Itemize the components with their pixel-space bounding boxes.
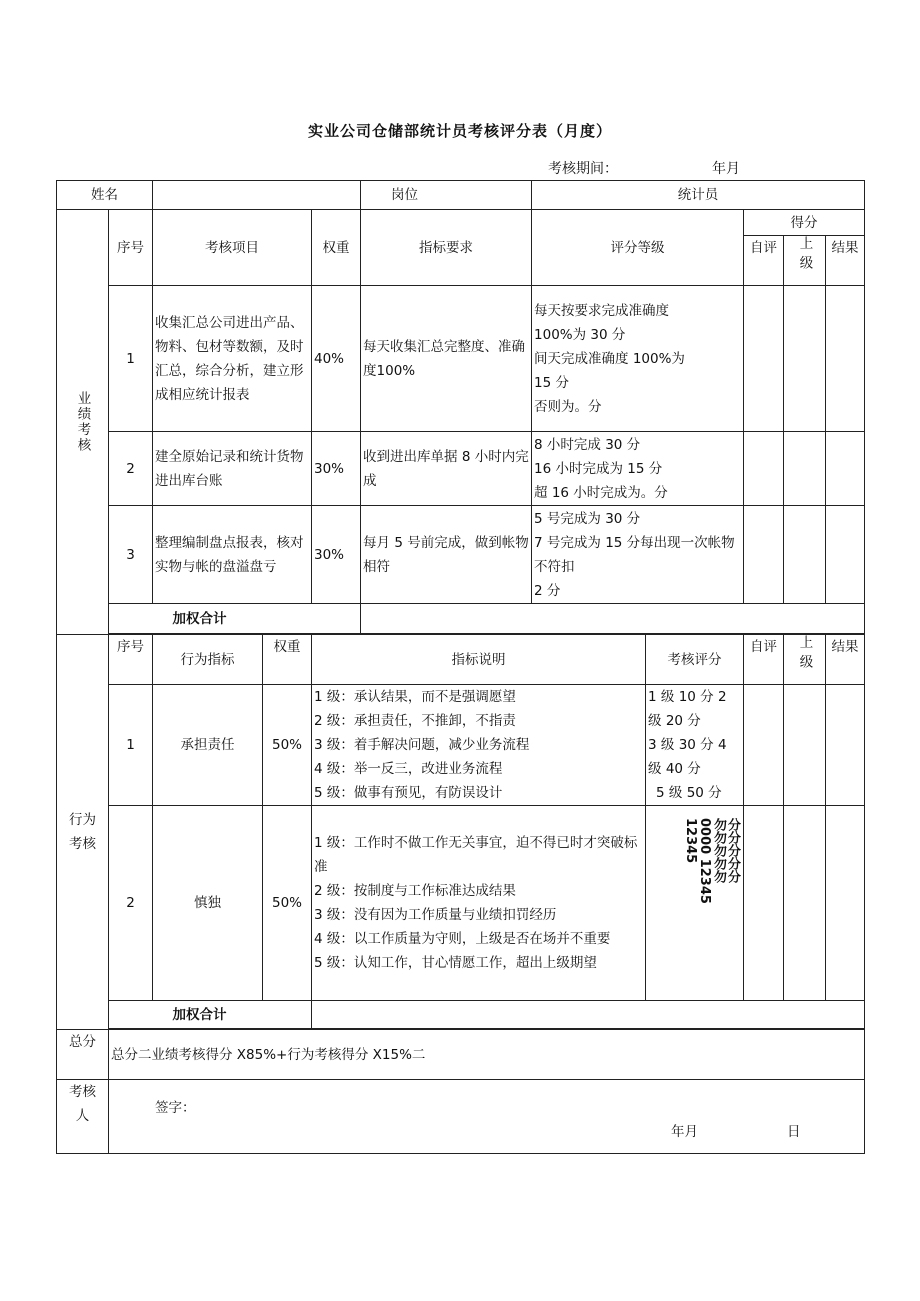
behav-row-sup[interactable] <box>784 685 826 806</box>
period-line <box>548 158 740 178</box>
perf-row-weight: 30% <box>312 432 361 506</box>
perf-sum-row <box>57 604 865 634</box>
behav-header-item: 行为指标 <box>153 635 263 685</box>
perf-row-result[interactable] <box>826 506 865 604</box>
perf-section-label: 业绩考核 <box>57 210 109 635</box>
perf-row-item: 整理编制盘点报表，核对实物与帐的盘溢盘亏 <box>153 506 312 604</box>
perf-row-2 <box>57 432 865 506</box>
perf-row-1 <box>57 286 865 432</box>
perf-row-self[interactable] <box>744 286 784 432</box>
perf-header-grade: 评分等级 <box>532 210 744 286</box>
behav-row-item: 承担责任 <box>153 685 263 806</box>
behav-row-item: 慎独 <box>153 806 263 1001</box>
total-formula: 总分二业绩考核得分 X85%+行为考核得分 X15%二 <box>109 1030 865 1080</box>
perf-header-weight: 权重 <box>312 210 361 286</box>
behav-row-eval: 分分分分分 勿勿勿勿勿 0000 12345 12345 <box>646 806 744 1001</box>
perf-sum-value[interactable] <box>361 604 865 634</box>
total-label: 总分 <box>57 1030 109 1080</box>
behav-header-desc: 指标说明 <box>312 635 646 685</box>
perf-header-no: 序号 <box>109 210 153 286</box>
perf-row-3 <box>57 506 865 604</box>
perf-header-item: 考核项目 <box>153 210 312 286</box>
behav-header-no: 序号 <box>109 635 153 685</box>
behav-header-weight: 权重 <box>263 635 312 685</box>
perf-header-score: 得分 <box>744 210 865 236</box>
perf-header-self: 自评 <box>744 236 784 286</box>
perf-row-self[interactable] <box>744 432 784 506</box>
perf-row-item: 收集汇总公司进出产品、物料、包材等数额，及时汇总，综合分析，建立形成相应统计报表 <box>153 286 312 432</box>
perf-header-result: 结果 <box>826 236 865 286</box>
name-field[interactable] <box>153 181 361 210</box>
behav-header-eval: 考核评分 <box>646 635 744 685</box>
behav-row-self[interactable] <box>744 685 784 806</box>
assessment-table <box>56 180 865 1154</box>
position-label: 岗位 <box>361 181 532 210</box>
period-label: 考核期间： <box>548 161 618 177</box>
behav-row-self[interactable] <box>744 806 784 1001</box>
info-row <box>57 181 865 210</box>
perf-row-no: 1 <box>109 286 153 432</box>
perf-header-sup: 上级 <box>784 236 826 286</box>
perf-row-grade: 每天按要求完成准确度 100%为 30 分 间天完成准确度 100%为 15 分 否则为。分 <box>532 286 744 432</box>
signature-cell[interactable] <box>109 1080 865 1154</box>
period-ym: 年月 <box>712 161 740 177</box>
behav-sum-row <box>57 1001 865 1029</box>
behav-header-sup: 上级 <box>784 635 826 685</box>
perf-sum-label: 加权合计 <box>153 604 361 634</box>
assessor-row <box>57 1080 865 1154</box>
assessor-label: 考核人 <box>57 1080 109 1154</box>
date-d: 日 <box>787 1124 801 1140</box>
page-title: 实业公司仓储部统计员考核评分表（月度） <box>307 122 612 140</box>
perf-row-weight: 40% <box>312 286 361 432</box>
perf-row-result[interactable] <box>826 432 865 506</box>
name-label: 姓名 <box>57 181 153 210</box>
behav-row-sup[interactable] <box>784 806 826 1001</box>
behav-header-result: 结果 <box>826 635 865 685</box>
position-value: 统计员 <box>532 181 865 210</box>
perf-row-weight: 30% <box>312 506 361 604</box>
behav-row-no: 2 <box>109 806 153 1001</box>
behav-row-eval: 1 级 10 分 2 级 20 分 3 级 30 分 4 级 40 分 5 级 50 分 <box>646 685 744 806</box>
perf-row-sup[interactable] <box>784 506 826 604</box>
perf-row-no: 2 <box>109 432 153 506</box>
perf-row-no: 3 <box>109 506 153 604</box>
behav-row-1 <box>57 685 865 806</box>
perf-row-self[interactable] <box>744 506 784 604</box>
behav-row-no: 1 <box>109 685 153 806</box>
behav-section-label: 行为考核 <box>57 635 109 1030</box>
behav-header-self: 自评 <box>744 635 784 685</box>
behav-row-weight: 50% <box>263 806 312 1001</box>
behav-sum-value[interactable] <box>312 1001 865 1029</box>
perf-row-req: 每月 5 号前完成，做到帐物相符 <box>361 506 532 604</box>
perf-row-grade: 8 小时完成 30 分 16 小时完成为 15 分 超 16 小时完成为。分 <box>532 432 744 506</box>
perf-row-sup[interactable] <box>784 286 826 432</box>
perf-header-req: 指标要求 <box>361 210 532 286</box>
perf-row-req: 每天收集汇总完整度、准确度100% <box>361 286 532 432</box>
sign-label: 签字： <box>155 1100 196 1116</box>
perf-row-result[interactable] <box>826 286 865 432</box>
behav-row-desc: 1 级：工作时不做工作无关事宜，迫不得已时才突破标准 2 级：按制度与工作标准达成结果 3 级：没有因为工作质量与业绩扣罚经历 4 级：以工作质量为守则，上级是否在场并不重要 5 级：认知工作，甘心情愿工作，超出上级期望 <box>312 806 646 1001</box>
date-ym: 年月 <box>671 1124 698 1140</box>
behav-row-desc: 1 级：承认结果，而不是强调愿望 2 级：承担责任，不推卸，不指责 3 级：着手解决问题，减少业务流程 4 级：举一反三，改进业务流程 5 级：做事有预见，有防误设计 <box>312 685 646 806</box>
behav-sum-label: 加权合计 <box>153 1001 312 1029</box>
behav-row-2 <box>57 806 865 1001</box>
perf-row-grade: 5 号完成为 30 分 7 号完成为 15 分每出现一次帐物不符扣 2 分 <box>532 506 744 604</box>
perf-row-item: 建全原始记录和统计货物进出库台账 <box>153 432 312 506</box>
perf-row-req: 收到进出库单据 8 小时内完成 <box>361 432 532 506</box>
total-row <box>57 1030 865 1080</box>
behav-row-result[interactable] <box>826 806 865 1001</box>
perf-row-sup[interactable] <box>784 432 826 506</box>
behav-row-weight: 50% <box>263 685 312 806</box>
behav-row-result[interactable] <box>826 685 865 806</box>
